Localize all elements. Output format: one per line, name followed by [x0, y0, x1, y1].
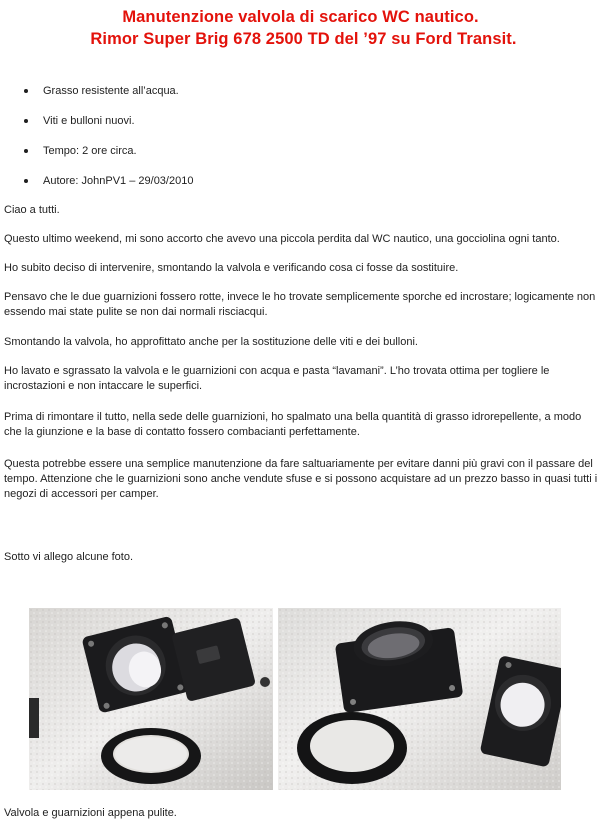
document-title	[0, 6, 601, 50]
paragraph: Ho subito deciso di intervenire, smontando la valvola e verificando cosa ci fosse da sostituire.	[4, 262, 459, 274]
paragraph: Prima di rimontare il tutto, nella sede delle guarnizioni, ho spalmato una bella quantità di grasso idrorepellente, a modo che la giunzione e la base di contatto fossero combacianti perfettamente.	[4, 411, 582, 438]
bullet-icon	[24, 149, 28, 153]
title-line-2: Rimor Super Brig 678 2500 TD del ’97 su Ford Transit.	[90, 30, 517, 48]
paragraph: Questo ultimo weekend, mi sono accorto che avevo una piccola perdita dal WC nautico, una gocciolina ogni tanto.	[4, 233, 560, 245]
paragraph: Questa potrebbe essere una semplice manutenzione da fare saltuariamente per evitare danni più gravi con il passare del tempo. Attenzione che le guarnizioni sono anche vendute sfuse e si possono acquistare ad un prezzo basso in quasi tutti i negozi di accessori per camper.	[4, 458, 598, 500]
photo-caption: Valvola e guarnizioni appena pulite.	[4, 807, 177, 819]
paragraph: Ciao a tutti.	[4, 204, 60, 216]
paragraph: Smontando la valvola, ho approfittato anche per la sostituzione delle viti e dei bulloni.	[4, 336, 418, 348]
valve-photo-left-image	[29, 608, 273, 790]
title-line-1: Manutenzione valvola di scarico WC nautico.	[122, 8, 479, 26]
photo-valve-gasket-2	[278, 608, 561, 790]
bullet-icon	[24, 89, 28, 93]
valve-photo-right-image	[278, 608, 561, 790]
photo-valve-gasket-1	[29, 608, 273, 790]
paragraph: Pensavo che le due guarnizioni fossero rotte, invece le ho trovate semplicemente sporche ed incrostare; logicamente non essendo mai state pulite se non dai normali risciacqui.	[4, 291, 596, 318]
bullet-icon	[24, 179, 28, 183]
bullet-icon	[24, 119, 28, 123]
paragraph: Sotto vi allego alcune foto.	[4, 551, 134, 563]
paragraph: Ho lavato e sgrassato la valvola e le guarnizioni con acqua e pasta “lavamani”. L’ho trovata ottima per togliere le incrostazioni e non intaccare le superfici.	[4, 365, 550, 392]
